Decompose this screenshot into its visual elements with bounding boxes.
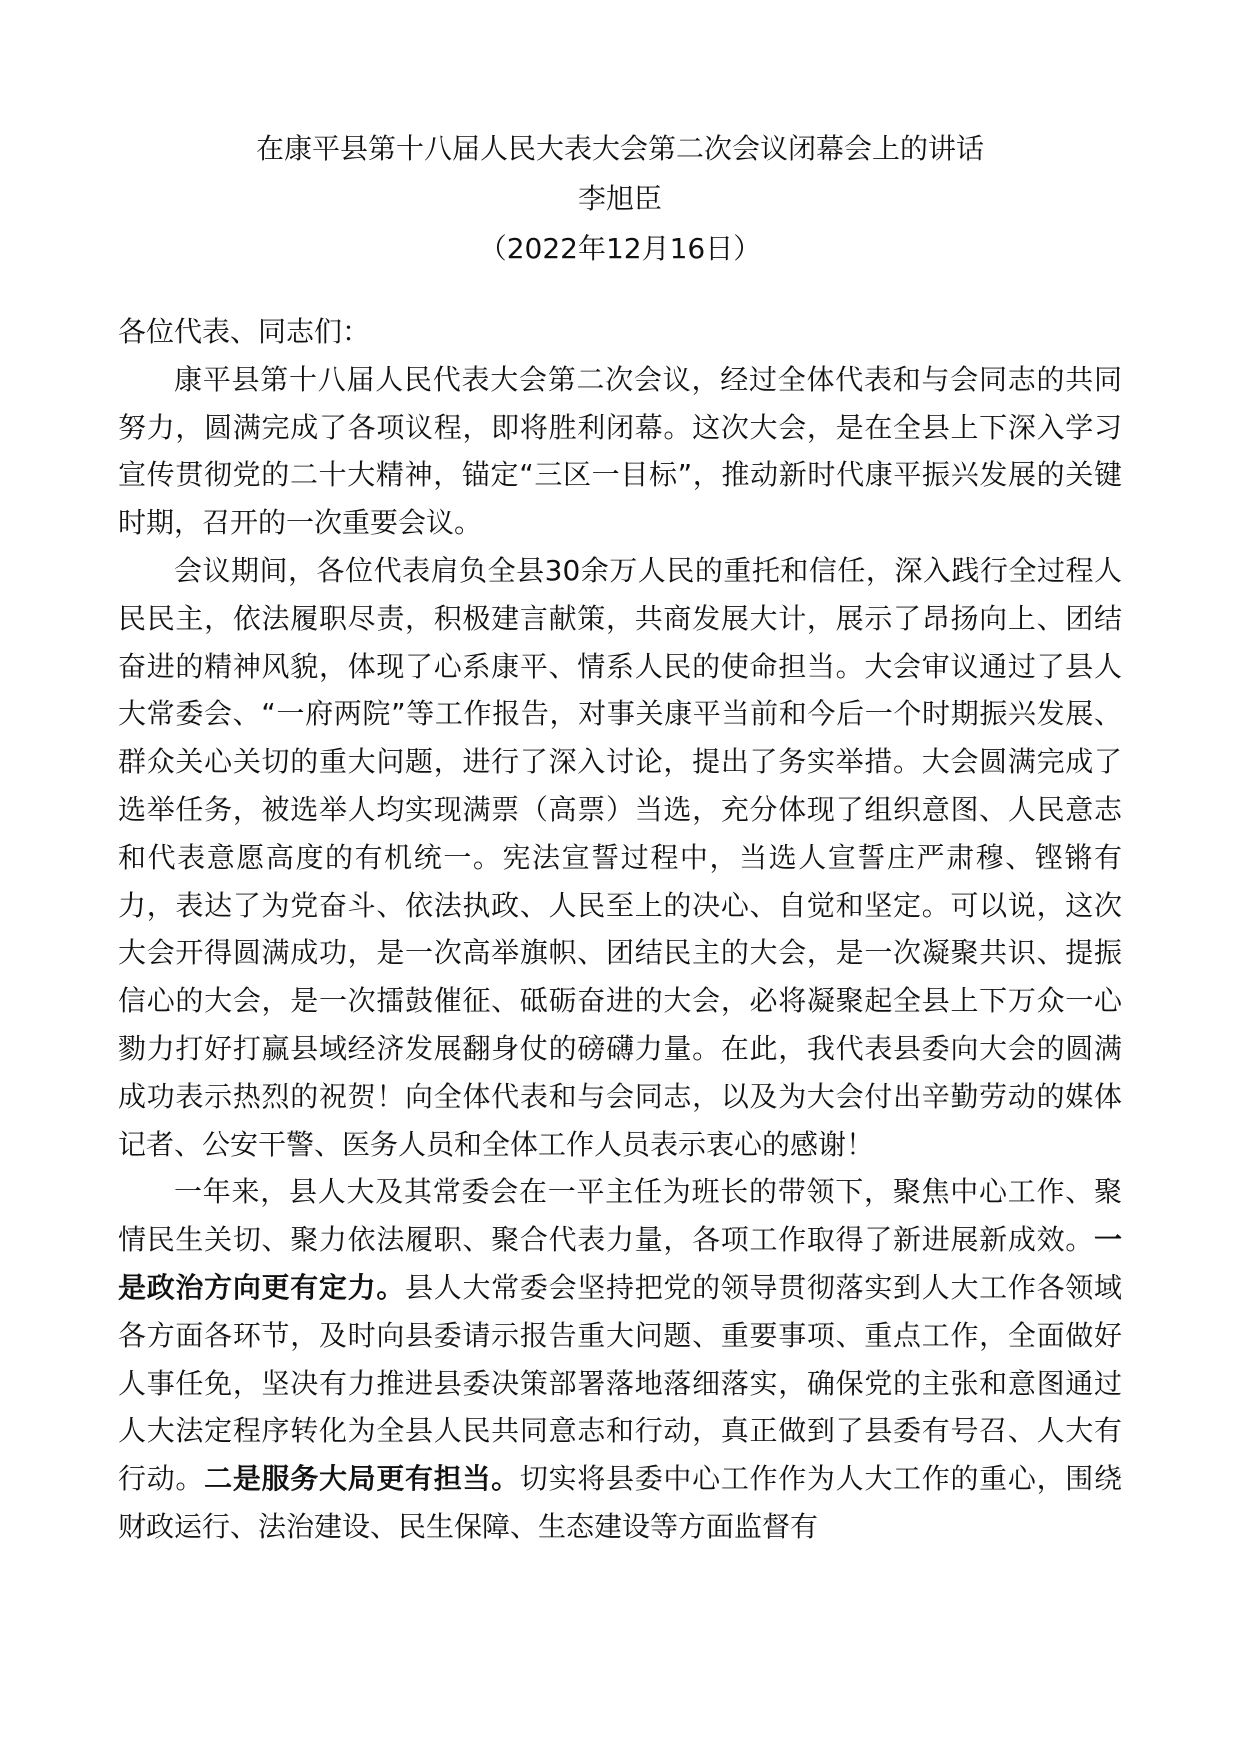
title-block xyxy=(0,124,1240,274)
paragraph xyxy=(118,1168,1122,1550)
paragraph: 康平县第十八届人民代表大会第二次会议，经过全体代表和与会同志的共同努力，圆满完成了各项议程，即将胜利闭幕。这次大会，是在全县上下深入学习宣传贯彻党的二十大精神，锚定“三区一目标”，推动新时代康平振兴发展的关键时期，召开的一次重要会议。 xyxy=(118,362,1122,540)
point-text: 切实将县委中心工作作为人大工作的重心，围绕财政运行、法治建设、民生保障、生态建设等方面监督有 xyxy=(118,1462,1122,1543)
point-heading: 二是服务大局更有担当。 xyxy=(204,1462,520,1496)
document-author: 李旭臣 xyxy=(577,182,662,215)
document-body xyxy=(118,308,1122,1551)
greeting: 各位代表、同志们： xyxy=(118,315,371,348)
document-date: （2022年12月16日） xyxy=(478,232,762,265)
point-heading: 一是政治方向更有定力。 xyxy=(118,1223,1122,1304)
document-title: 在康平县第十八届人民大表大会第二次会议闭幕会上的讲话 xyxy=(255,132,984,165)
point-text: 县人大常委会坚持把党的领导贯彻落实到人大工作各领域各方面各环节，及时向县委请示报告重大问题、重要事项、重点工作，全面做好人事任免，坚决有力推进县委决策部署落地落细落实，确保党的主张和意图通过人大法定程序转化为全县人民共同意志和行动，真正做到了县委有号召、人大有行动。 xyxy=(118,1270,1122,1496)
paragraph-intro: 一年来，县人大及其常委会在一平主任为班长的带领下，聚焦中心工作、聚情民生关切、聚力依法履职、聚合代表力量，各项工作取得了新进展新成效。 xyxy=(118,1175,1122,1257)
paragraph: 会议期间，各位代表肩负全县30余万人民的重托和信任，深入践行全过程人民民主，依法履职尽责，积极建言献策，共商发展大计，展示了昂扬向上、团结奋进的精神风貌，体现了心系康平、情系人民的使命担当。大会审议通过了县人大常委会、“一府两院”等工作报告，对事关康平当前和今后一个时期振兴发展、群众关心关切的重大问题，进行了深入讨论，提出了务实举措。大会圆满完成了选举任务，被选举人均实现满票（高票）当选，充分体现了组织意图、人民意志和代表意愿高度的有机统一。宪法宣誓过程中，当选人宣誓庄严肃穆、铿锵有力，表达了为党奋斗、依法执政、人民至上的决心、自觉和坚定。可以说，这次大会开得圆满成功，是一次高举旗帜、团结民主的大会，是一次凝聚共识、提振信心的大会，是一次擂鼓催征、砥砺奋进的大会，必将凝聚起全县上下万众一心勠力打好打赢县域经济发展翻身仗的磅礴力量。在此，我代表县委向大会的圆满成功表示热烈的祝贺！向全体代表和与会同志，以及为大会付出辛勤劳动的媒体记者、公安干警、医务人员和全体工作人员表示衷心的感谢！ xyxy=(118,553,1122,1161)
